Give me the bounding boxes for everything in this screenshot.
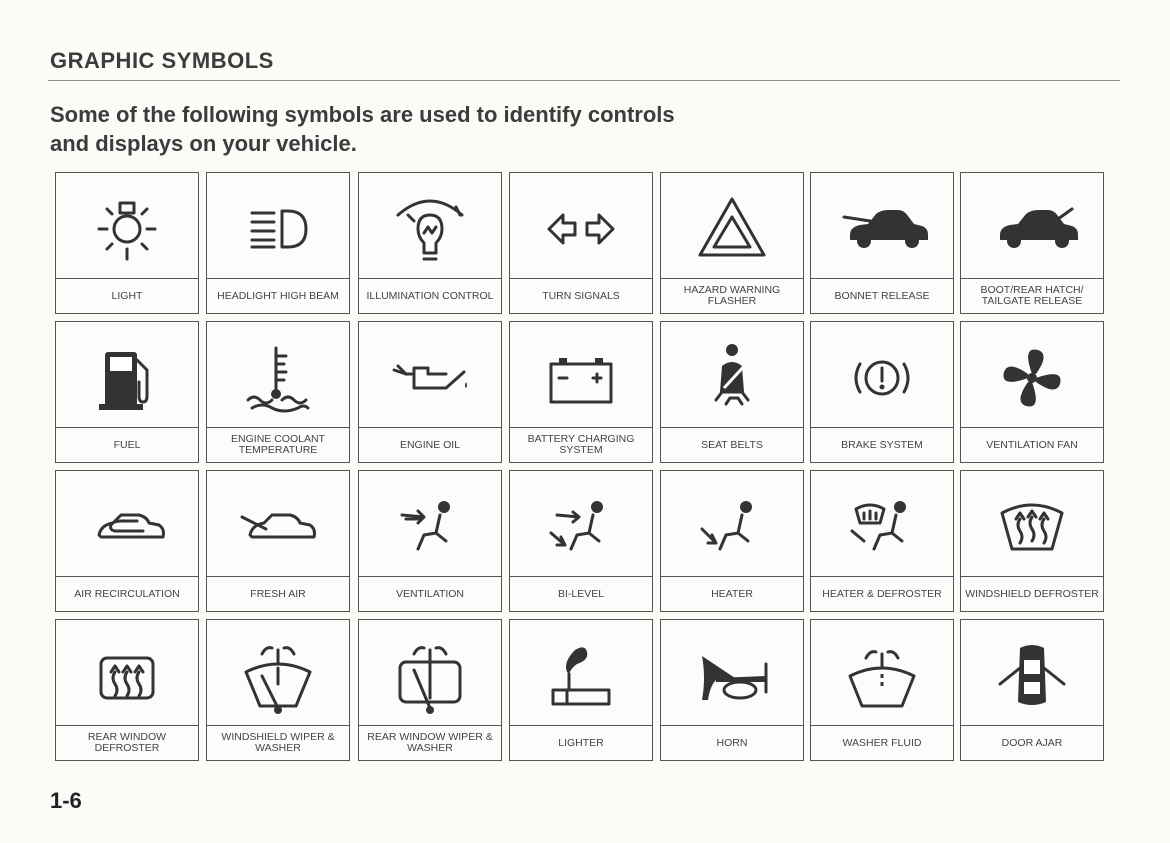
door-ajar-icon (961, 620, 1103, 727)
symbol-cell (960, 470, 1104, 612)
headlight-high-beam-icon (207, 173, 349, 280)
symbol-label: HEATER (661, 576, 803, 611)
symbol-cell (509, 321, 653, 463)
symbol-cell (960, 172, 1104, 314)
symbol-label: HEADLIGHT HIGH BEAM (207, 278, 349, 313)
heater-icon (661, 471, 803, 578)
symbol-cell (358, 619, 502, 761)
air-recirculation-icon (56, 471, 198, 578)
symbol-cell (660, 321, 804, 463)
symbol-cell (960, 619, 1104, 761)
symbol-label: VENTILATION (359, 576, 501, 611)
symbol-cell (358, 321, 502, 463)
symbol-cell (55, 619, 199, 761)
symbol-label: HEATER & DEFROSTER (811, 576, 953, 611)
symbol-label: ILLUMINATION CONTROL (359, 278, 501, 313)
symbol-label: BATTERY CHARGING SYSTEM (510, 427, 652, 462)
hazard-warning-icon (661, 173, 803, 280)
page-number: 1-6 (50, 788, 82, 813)
symbol-cell (660, 470, 804, 612)
symbol-label: WINDSHIELD WIPER & WASHER (207, 725, 349, 760)
symbol-cell (55, 172, 199, 314)
windshield-wiper-icon (207, 620, 349, 727)
ventilation-icon (359, 471, 501, 578)
illumination-control-icon (359, 173, 501, 280)
symbol-label: BONNET RELEASE (811, 278, 953, 313)
washer-fluid-icon (811, 620, 953, 727)
boot-release-icon (961, 173, 1103, 280)
symbol-cell (509, 619, 653, 761)
symbol-cell (660, 172, 804, 314)
symbol-label: TURN SIGNALS (510, 278, 652, 313)
ventilation-fan-icon (961, 322, 1103, 429)
symbol-label: REAR WINDOW DEFROSTER (56, 725, 198, 760)
rear-window-defroster-icon (56, 620, 198, 727)
light-icon (56, 173, 198, 280)
symbol-cell (55, 321, 199, 463)
symbol-cell (509, 470, 653, 612)
symbol-cell (960, 321, 1104, 463)
symbol-label: HORN (661, 725, 803, 760)
rear-wiper-icon (359, 620, 501, 727)
windshield-defroster-icon (961, 471, 1103, 578)
symbol-label: ENGINE OIL (359, 427, 501, 462)
symbol-cell (358, 172, 502, 314)
symbol-cell (55, 470, 199, 612)
symbol-cell (206, 619, 350, 761)
symbol-label: FUEL (56, 427, 198, 462)
engine-oil-icon (359, 322, 501, 429)
symbol-label: SEAT BELTS (661, 427, 803, 462)
symbol-cell (810, 470, 954, 612)
symbol-label: HAZARD WARNING FLASHER (661, 278, 803, 313)
symbol-label: VENTILATION FAN (961, 427, 1103, 462)
brake-system-icon (811, 322, 953, 429)
symbol-cell (810, 619, 954, 761)
symbol-cell (810, 172, 954, 314)
symbol-cell (206, 321, 350, 463)
seat-belt-icon (661, 322, 803, 429)
battery-icon (510, 322, 652, 429)
symbol-label: LIGHT (56, 278, 198, 313)
bonnet-release-icon (811, 173, 953, 280)
symbol-cell (810, 321, 954, 463)
fresh-air-icon (207, 471, 349, 578)
coolant-temperature-icon (207, 322, 349, 429)
symbol-label: WINDSHIELD DEFROSTER (961, 576, 1103, 611)
symbol-cell (660, 619, 804, 761)
symbol-label: REAR WINDOW WIPER & WASHER (359, 725, 501, 760)
symbol-cell (358, 470, 502, 612)
heater-defroster-icon (811, 471, 953, 578)
symbol-label: DOOR AJAR (961, 725, 1103, 760)
horn-icon (661, 620, 803, 727)
symbol-label: BRAKE SYSTEM (811, 427, 953, 462)
symbol-label: AIR RECIRCULATION (56, 576, 198, 611)
fuel-icon (56, 322, 198, 429)
symbol-cell (206, 470, 350, 612)
turn-signals-icon (510, 173, 652, 280)
symbol-label: FRESH AIR (207, 576, 349, 611)
bi-level-icon (510, 471, 652, 578)
symbol-label: BI-LEVEL (510, 576, 652, 611)
symbol-cell (509, 172, 653, 314)
symbol-cell (206, 172, 350, 314)
intro-text: Some of the following symbols are used to identify controls and displays on your vehicle. (50, 102, 675, 156)
symbol-label: LIGHTER (510, 725, 652, 760)
symbol-label: WASHER FLUID (811, 725, 953, 760)
section-title: GRAPHIC SYMBOLS (50, 48, 274, 73)
symbol-label: BOOT/REAR HATCH/ TAILGATE RELEASE (961, 278, 1103, 313)
lighter-icon (510, 620, 652, 727)
symbol-label: ENGINE COOLANT TEMPERATURE (207, 427, 349, 462)
